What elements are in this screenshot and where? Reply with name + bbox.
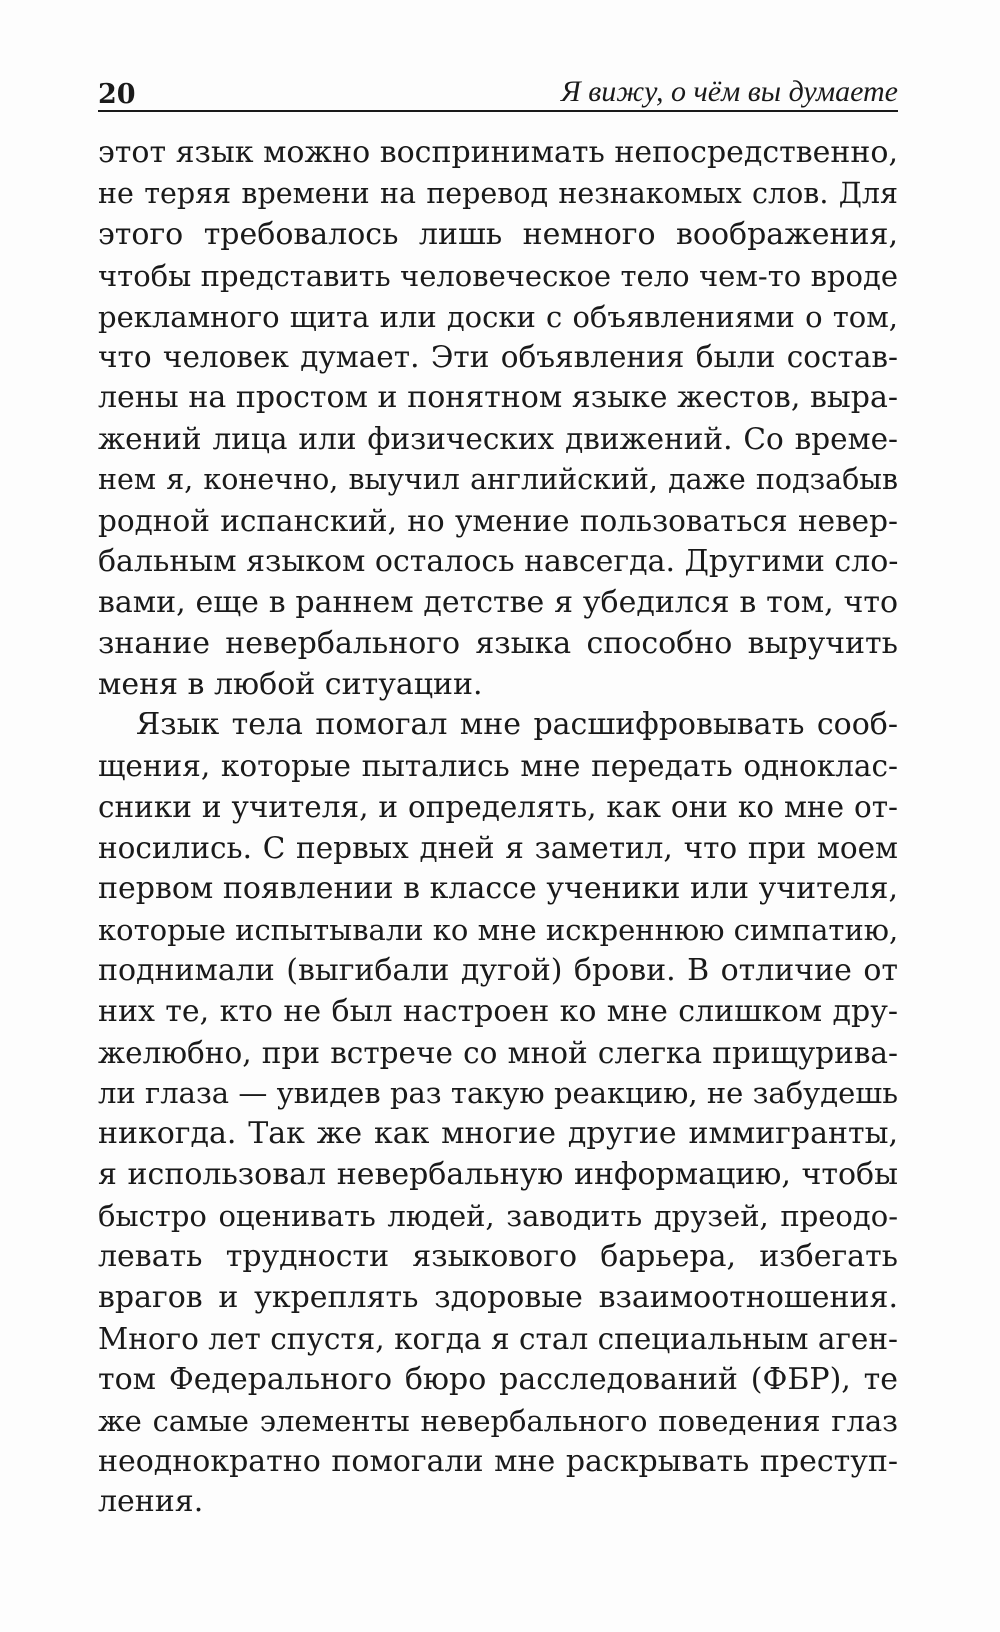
text-line: этот язык можно воспринимать непосредственно, (98, 135, 898, 170)
text-line: быстро оценивать людей, заводить друзей, преодо- (98, 1199, 898, 1234)
text-line: знание невербального языка способно выручить (98, 625, 898, 661)
paragraph-1 (98, 133, 898, 705)
text-line: вами, еще в раннем детстве я убедился в том, что (98, 584, 898, 620)
body-text (98, 133, 898, 1523)
text-line: которые испытывали ко мне искреннюю симпатию, (98, 912, 898, 947)
paragraph-2 (98, 705, 898, 1523)
text-line: неоднократно помогали мне раскрывать преступ- (98, 1443, 898, 1479)
text-line: Язык тела помогал мне расшифровывать сооб- (136, 707, 898, 743)
text-line: Много лет спустя, когда я стал специальным аген- (98, 1321, 898, 1356)
text-line: них те, кто не был настроен ко мне слишком дру- (98, 993, 898, 1029)
text-line: этого требовалось лишь немного воображения, (98, 216, 898, 252)
text-line: жений лица или физических движений. Со време- (98, 422, 898, 457)
text-line: чтобы представить человеческое тело чем-то вроде (98, 258, 898, 293)
text-line: поднимали (выгибали дугой) брови. В отличие от (98, 952, 898, 988)
text-line: нем я, конечно, выучил английский, даже подзабыв (98, 463, 898, 497)
running-title: Я вижу, о чём вы думаете (561, 75, 898, 108)
page-number: 20 (98, 79, 136, 110)
text-line: ления. (98, 1484, 204, 1520)
text-line: что человек думает. Эти объявления были состав- (98, 340, 898, 375)
text-line: левать трудности языкового барьера, избегать (98, 1239, 898, 1275)
running-head (98, 72, 898, 112)
text-line: ли глаза — увидев раз такую реакцию, не забудешь (98, 1076, 898, 1111)
text-line: желюбно, при встрече со мной слегка прищурива- (98, 1035, 898, 1070)
text-line: носились. С первых дней я заметил, что при моем (98, 831, 898, 866)
text-line: родной испанский, но умение пользоваться невер- (98, 504, 898, 539)
text-line: бальным языком осталось навсегда. Другими сло- (98, 543, 898, 579)
text-line: я использовал невербальную информацию, чтобы (98, 1157, 898, 1193)
text-line: не теряя времени на перевод незнакомых слов. Для (98, 176, 898, 210)
text-line: никогда. Так же как многие другие иммигранты, (98, 1116, 898, 1152)
text-line: врагов и укреплять здоровые взаимоотношения. (98, 1279, 898, 1315)
text-line: том Федерального бюро расследований (ФБР), те (98, 1361, 898, 1397)
text-line: же самые элементы невербального поведения глаз (98, 1403, 898, 1438)
text-line: рекламного щита или доски с объявлениями о том, (98, 299, 898, 334)
text-line: меня в любой ситуации. (98, 666, 483, 702)
text-line: сники и учителя, и определять, как они ко мне от- (98, 790, 898, 825)
text-line: щения, которые пытались мне передать одноклас- (98, 749, 898, 784)
text-line: лены на простом и понятном языке жестов, выра- (98, 380, 898, 416)
text-line: первом появлении в классе ученики или учителя, (98, 871, 898, 907)
